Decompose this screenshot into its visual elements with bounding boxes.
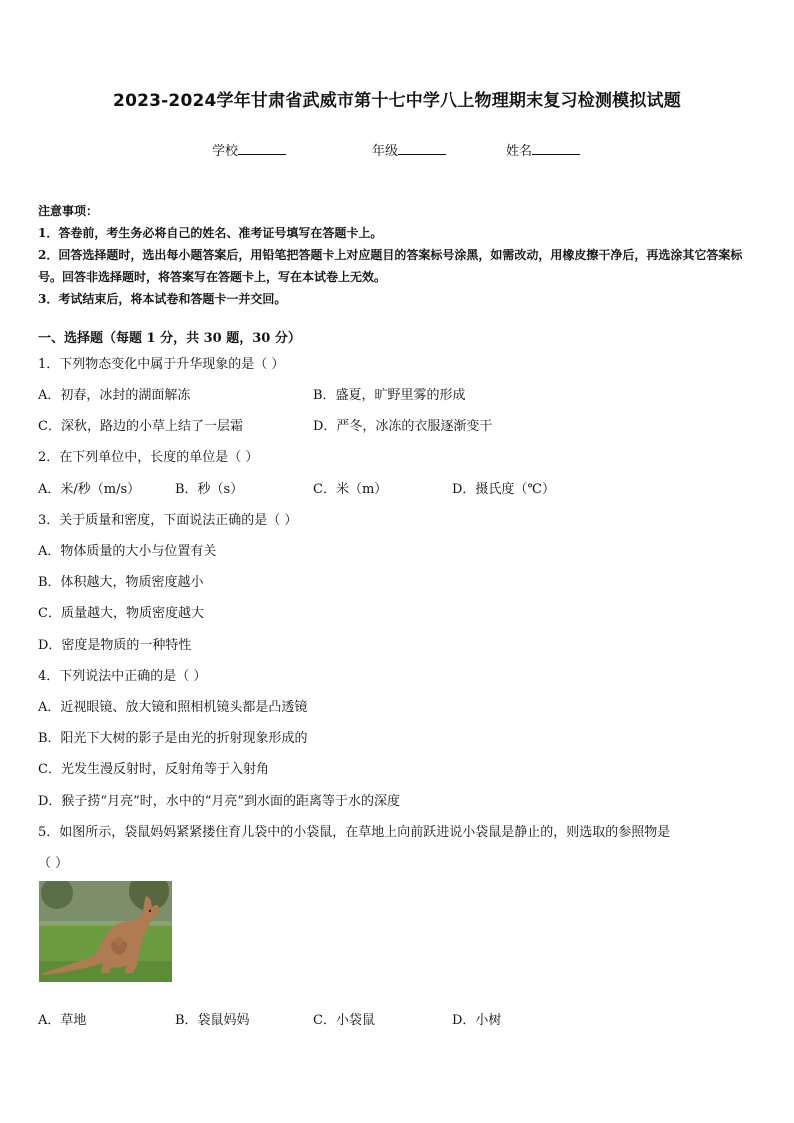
option-a: A．初春，冰封的湖面解冻 [38, 388, 191, 403]
option-d: D．严冬，冰冻的衣服逐渐变干 [313, 419, 493, 434]
section-heading: 一、选择题（每题 1 分，共 30 题，30 分） [38, 331, 301, 346]
option-c: C．质量越大，物质密度越大 [38, 606, 204, 621]
question-stem: 1．下列物态变化中属于升华现象的是（ ） [38, 357, 285, 372]
notice-block [38, 200, 760, 310]
option-c: C．小袋鼠 [313, 1013, 375, 1028]
school-blank [238, 140, 286, 155]
school-field [212, 140, 286, 159]
kangaroo-photo [39, 881, 172, 982]
question-stem: 4．下列说法中正确的是（ ） [38, 669, 207, 684]
option-d: D．猴子捞“月亮”时，水中的“月亮”到水面的距离等于水的深度 [38, 794, 401, 809]
notice-item: 2．回答选择题时，选出每小题答案后，用铅笔把答题卡上对应题目的答案标号涂黑，如需改动，用橡皮擦干净后，再选涂其它答案标号。回答非选择题时，将答案写在答题卡上，写在本试卷上无效。 [38, 248, 743, 284]
option-b: B．秒（s） [175, 482, 244, 497]
question-stem: 3．关于质量和密度，下面说法正确的是（ ） [38, 513, 298, 528]
option-b: B．体积越大，物质密度越小 [38, 575, 204, 590]
option-b: B．袋鼠妈妈 [175, 1013, 250, 1028]
option-d: D．密度是物质的一种特性 [38, 638, 192, 653]
grade-label: 年级 [372, 144, 399, 159]
option-c: C．深秋，路边的小草上结了一层霜 [38, 419, 243, 434]
notice-item: 3．考试结束后，将本试卷和答题卡一并交回。 [38, 292, 287, 306]
option-a: A．近视眼镜、放大镜和照相机镜头都是凸透镜 [38, 700, 308, 715]
question-stem-continued: （ ） [38, 856, 69, 871]
option-c: C．米（m） [313, 482, 388, 497]
option-a: A．物体质量的大小与位置有关 [38, 544, 217, 559]
question-stem: 2．在下列单位中，长度的单位是（ ） [38, 450, 259, 465]
name-field [506, 140, 580, 159]
grade-blank [398, 140, 446, 155]
option-c: C．光发生漫反射时，反射角等于入射角 [38, 762, 269, 777]
option-b: B．盛夏，旷野里雾的形成 [313, 388, 466, 403]
school-label: 学校 [212, 144, 239, 159]
option-d: D．小树 [452, 1013, 502, 1028]
name-blank [532, 140, 580, 155]
page-title: 2023-2024学年甘肃省武威市第十七中学八上物理期末复习检测模拟试题 [113, 91, 681, 111]
option-d: D．摄氏度（℃） [452, 482, 555, 497]
option-a: A．米/秒（m/s） [38, 482, 141, 497]
grade-field [372, 140, 446, 159]
notice-item: 1．答卷前，考生务必将自己的姓名、准考证号填写在答题卡上。 [38, 226, 383, 240]
option-a: A．草地 [38, 1013, 87, 1028]
option-b: B．阳光下大树的影子是由光的折射现象形成的 [38, 731, 308, 746]
student-info-fields [0, 140, 794, 160]
question-stem: 5．如图所示，袋鼠妈妈紧紧搂住育儿袋中的小袋鼠，在草地上向前跃进说小袋鼠是静止的，则选取的参照物是 [38, 825, 671, 840]
notice-heading: 注意事项： [38, 204, 99, 218]
name-label: 姓名 [506, 144, 533, 159]
